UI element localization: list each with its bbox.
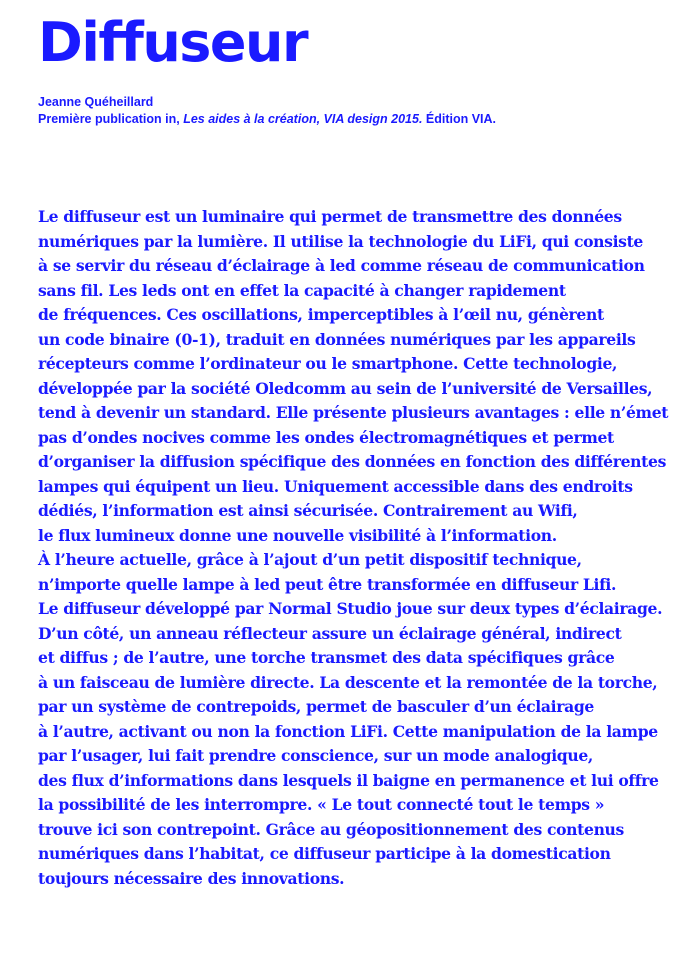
body-line: Le diffuseur est un luminaire qui permet de transmettre des données	[38, 207, 622, 226]
body-line: numériques par la lumière. Il utilise la technologie du LiFi, qui consiste	[38, 231, 644, 251]
body-line: par l’usager, lui fait prendre conscience, sur un mode analogique,	[38, 746, 593, 765]
publication-prefix: Première publication in,	[38, 112, 184, 126]
body-line: sans fil. Les leds ont en effet la capacité à changer rapidement	[38, 280, 566, 300]
body-line: à un faisceau de lumière directe. La descente et la remontée de la torche,	[38, 672, 658, 692]
body-line: à l’autre, activant ou non la fonction LiFi. Cette manipulation de la lampe	[38, 721, 658, 741]
body-line: d’organiser la diffusion spécifique des données en fonction des différentes	[38, 452, 667, 471]
body-line: à se servir du réseau d’éclairage à led comme réseau de communication	[38, 256, 645, 275]
body-line: Le diffuseur développé par Normal Studio joue sur deux types d’éclairage.	[38, 599, 663, 618]
body-line: et diffus ; de l’autre, une torche transmet des data spécifiques grâce	[38, 648, 615, 667]
page-title: Diffuseur	[38, 11, 308, 74]
body-line: un code binaire (0-1), traduit en données numériques par les appareils	[38, 329, 636, 349]
publication-suffix: Édition VIA.	[422, 112, 497, 126]
publication-source: Les aides à la création, VIA design 2015.	[183, 112, 423, 126]
body-line: le flux lumineux donne une nouvelle visibilité à l’information.	[38, 525, 557, 545]
body-line: la possibilité de les interrompre. « Le tout connecté tout le temps »	[38, 795, 605, 814]
body-line: développée par la société Oledcomm au sein de l’université de Versailles,	[38, 378, 653, 398]
author-name: Jeanne Quéheillard	[38, 95, 154, 109]
body-line: récepteurs comme l’ordinateur ou le smartphone. Cette technologie,	[38, 354, 618, 373]
publication-credit	[38, 111, 496, 128]
body-line: toujours nécessaire des innovations.	[38, 868, 345, 888]
body-line: de fréquences. Ces oscillations, imperceptibles à l’œil nu, génèrent	[38, 305, 604, 324]
body-line: À l’heure actuelle, grâce à l’ajout d’un petit dispositif technique,	[38, 550, 582, 569]
body-line: numériques dans l’habitat, ce diffuseur participe à la domestication	[38, 844, 611, 863]
body-line: tend à devenir un standard. Elle présente plusieurs avantages : elle n’émet	[38, 403, 669, 422]
article-body	[38, 205, 669, 891]
article-meta	[38, 94, 496, 128]
body-line: pas d’ondes nocives comme les ondes électromagnétiques et permet	[38, 427, 614, 447]
body-line: D’un côté, un anneau réflecteur assure un éclairage général, indirect	[38, 623, 622, 643]
body-line: des flux d’informations dans lesquels il baigne en permanence et lui offre	[38, 770, 659, 790]
body-line: trouve ici son contrepoint. Grâce au géopositionnement des contenus	[38, 819, 624, 839]
body-line: lampes qui équipent un lieu. Uniquement accessible dans des endroits	[38, 476, 633, 496]
body-line: par un système de contrepoids, permet de basculer d’un éclairage	[38, 697, 594, 716]
body-line: n’importe quelle lampe à led peut être transformée en diffuseur Lifi.	[38, 574, 617, 594]
body-line: dédiés, l’information est ainsi sécurisée. Contrairement au Wifi,	[38, 501, 578, 520]
